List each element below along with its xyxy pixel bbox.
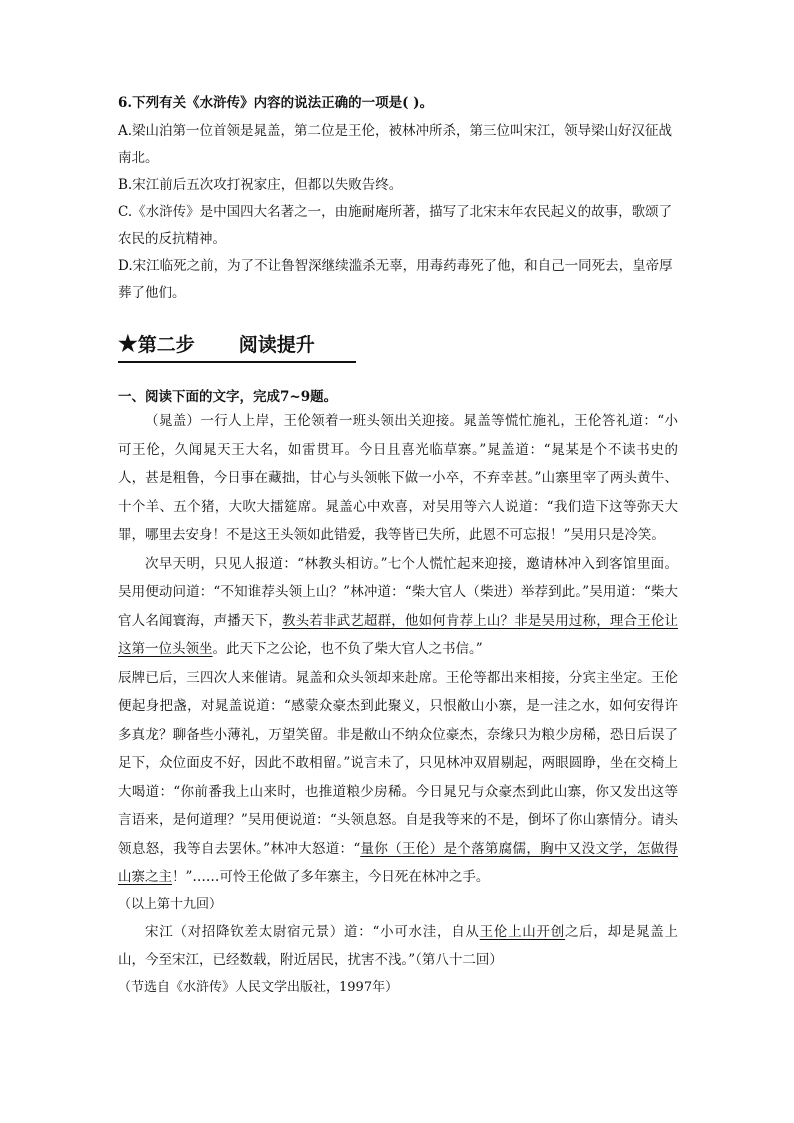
passage-text: 。此天下之公论，也不负了柴大官人之书信。”: [212, 641, 483, 657]
passage-text: 宋江（对招降钦差太尉宿元景）道：“小可水洼，自从: [145, 923, 480, 940]
step-label: 第二步: [137, 334, 195, 356]
passage-text: 之后，却是晁盖上山，今至宋江，已经数载，附近居民，扰害不浅。”（第八十二回）: [118, 923, 678, 968]
passage-text: 辰牌已后，三四次人来催请。晁盖和众头领却来赴席。王伦等都出来相接，分宾主坐定。王伦便起身把盏，对晁盖说道：“感蒙众豪杰到此聚义，只恨敝山小寨，是一洼之水，如何安得许多真龙？聊备些小薄礼，万望笑留。非是敝山不纳众位豪杰，奈缘只为粮少房稀，恐日后误了足下，众位面皮不好，因此不敢相留。”说言未了，只见林冲双眉剔起，两眼圆睁，坐在交椅上大喝道：“你前番我上山来时，也推道粮少房稀。今日晁兄与众豪杰到此山寨，你又发出这等言语来，是何道理？”吴用便说道：“头领息怒。自是我等来的不是，倒坏了你山寨情分。请头领息怒，我等自去罢休。”林冲大怒道：“: [118, 669, 678, 857]
passage-paragraph-4: [118, 918, 678, 975]
underlined-sentence-1: 教头若非武艺超群，他如何肯荐上山？非是吴用过称，理合王伦让这第一位头领坐: [118, 612, 679, 657]
book-source: （节选自《水浒传》人民文学出版社，1997年）: [118, 979, 399, 995]
underlined-phrase-3: 王伦上山开创: [479, 923, 565, 940]
option-a: A.梁山泊第一位首领是晁盖，第二位是王伦，被林冲所杀，第三位叫宋江，领导梁山好汉征战南北。: [118, 123, 673, 166]
passage-paragraph-3: [118, 664, 678, 892]
step-header: [118, 329, 356, 363]
passage-text: 次早天明，只见人报道：“林教头相访。”七个人慌忙起来迎接，邀请林冲入到客馆里面。吴用便动问道：“不知谁荐头领上山？”林冲道：“柴大官人（柴进）举荐到此。”吴用道：“柴大官人名闻寰海，声播天下，: [118, 555, 678, 629]
document-page: [118, 92, 678, 1001]
underlined-sentence-2: 量你（王伦）是个落第腐儒，胸中又没文学，怎做得山寨之主: [118, 840, 678, 885]
passage-paragraph-2: [118, 550, 678, 664]
passage-text: ！”……可怜王伦做了多年寨主，今日死在林冲之手。: [172, 869, 490, 885]
question-stem: 6.下列有关《水浒传》内容的说法正确的一项是( )。: [118, 95, 434, 111]
step-title: 阅读提升: [238, 334, 315, 356]
option-b: B.宋江前后五次攻打祝家庄，但都以失败告终。: [118, 177, 403, 193]
option-d: D.宋江临死之前，为了不让鲁智深继续滥杀无辜，用毒药毒死了他，和自己一同死去，皇帝厚葬了他们。: [118, 258, 673, 301]
chapter-source-1: （以上第十九回）: [118, 896, 223, 912]
option-c: C.《水浒传》是中国四大名著之一，由施耐庵所著，描写了北宋末年农民起义的故事，歌颂了农民的反抗精神。: [118, 204, 673, 247]
star-icon: ★: [118, 331, 138, 357]
passage-paragraph-1: （晁盖）一行人上岸，王伦领着一班头领出关迎接。晁盖等慌忙施礼，王伦答礼道：“小可王伦，久闻晁天王大名，如雷贯耳。今日且喜光临草寨。”晁盖道：“晁某是个不读书史的人，甚是粗鲁，今日事在藏拙，甘心与头领帐下做一小卒，不弃幸甚。”山寨里宰了两头黄牛、十个羊、五个猪，大吹大擂筵席。晁盖心中欢喜，对吴用等六人说道：“我们造下这等弥天大罪，哪里去安身！不是这王头领如此错爱，我等皆已失所，此恩不可忘报！”吴用只是冷笑。: [118, 413, 678, 543]
section-title: 一、阅读下面的文字，完成7~9题。: [118, 389, 338, 405]
